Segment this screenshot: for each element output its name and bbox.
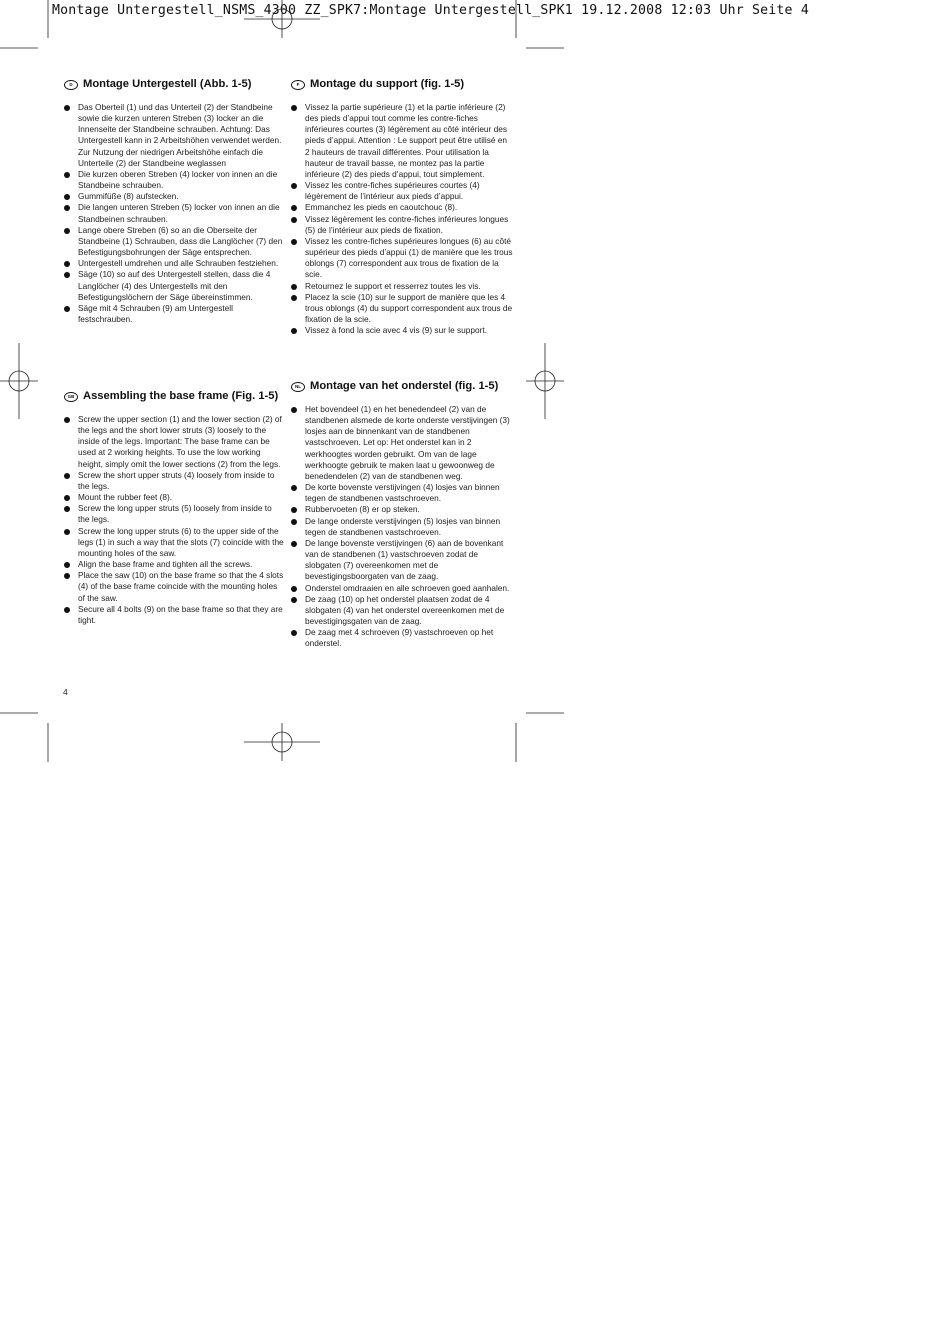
registration-mark-right — [526, 343, 564, 419]
list-item: Screw the long upper struts (6) to the upper side of the legs (1) in such a way that the slots (7) coincide with the mounting holes of the saw. — [64, 526, 284, 559]
list-item: De zaag (10) op het onderstel plaatsen zodat de 4 slobgaten (4) van het onderstel overeenkomen met de bevestigingsgaten van de zaag. — [291, 594, 513, 627]
list-item: Lange obere Streben (6) so an die Oberseite der Standbeine (1) Schrauben, dass die Langlöcher (7) den Befestigungsbohrungen der Säge entsprechen. — [64, 225, 284, 258]
section-heading — [291, 78, 513, 90]
instruction-list — [64, 414, 284, 626]
section-title: Assembling the base frame (Fig. 1-5) — [83, 390, 279, 402]
list-item: Das Oberteil (1) und das Unterteil (2) der Standbeine sowie die kurzen unteren Streben (3) locker an die Innenseite der Standbeine schrauben. Achtung: Das Untergestell kann in 2 Arbeitshöhen verwendet werden. Zur Nutzung der niedrigen Arbeitshöhe einfach die Unterteile (2) der Standbeine weglassen — [64, 102, 284, 169]
list-item: Vissez les contre-fiches supérieures longues (6) au côté supérieur des pieds d’appui (1) de manière que les trous oblongs (7) correspondent aux trous de fixation de la scie. — [291, 236, 513, 281]
list-item: Untergestell umdrehen und alle Schrauben festziehen. — [64, 258, 284, 269]
list-item: Vissez les contre-fiches supérieures courtes (4) légèrement de l’intérieur aux pieds d’appui. — [291, 180, 513, 202]
list-item: Screw the upper section (1) and the lower section (2) of the legs and the short lower struts (3) loosely to the inside of the legs. Important: The base frame can be used at 2 working heights. To use the low working height, simply omit the lower sections (2) from the legs. — [64, 414, 284, 470]
language-badge-icon: NL — [291, 382, 305, 392]
list-item: Het bovendeel (1) en het benedendeel (2) van de standbenen alsmede de korte onderste verstijvingen (3) losjes aan de binnenkant van de standbenen vastschroeven. Let op: Het onderstel kan in 2 werkhoogtes worden gebruikt. Om van de lage werkhoogte gebruik te maken laat u gewoonweg de benedendelen (2) van de standbenen weg. — [291, 404, 513, 482]
list-item: Säge (10) so auf des Untergestell stellen, dass die 4 Langlöcher (4) des Untergestells mit den Befestigungslöchern der Säge übereinstimmen. — [64, 269, 284, 302]
list-item: Placez la scie (10) sur le support de manière que les 4 trous oblongs (4) du support correspondent aux trous de fixation de la scie. — [291, 292, 513, 325]
language-badge-icon: GB — [64, 392, 78, 402]
list-item: Mount the rubber feet (8). — [64, 492, 284, 503]
list-item: Vissez légèrement les contre-fiches inférieures longues (5) de l’intérieur aux pieds de fixation. — [291, 214, 513, 236]
section-heading — [64, 390, 284, 402]
section-title: Montage du support (fig. 1-5) — [310, 78, 465, 90]
list-item: Säge mit 4 Schrauben (9) am Untergestell festschrauben. — [64, 303, 284, 325]
list-item: Vissez à fond la scie avec 4 vis (9) sur le support. — [291, 325, 513, 336]
section-title: Montage Untergestell (Abb. 1-5) — [83, 78, 252, 90]
instruction-list — [64, 102, 284, 325]
list-item: Retournez le support et resserrez toutes les vis. — [291, 281, 513, 292]
language-badge-icon: F — [291, 80, 305, 90]
print-slug-line: Montage Untergestell_NSMS_4300 ZZ_SPK7:Montage Untergestell_SPK1 19.12.2008 12:03 Uhr Seite 4 — [52, 3, 809, 18]
list-item: Rubbervoeten (8) er op steken. — [291, 504, 513, 515]
instruction-list — [291, 404, 513, 649]
page-number: 4 — [63, 687, 68, 697]
section-heading — [64, 78, 284, 90]
list-item: Emmanchez les pieds en caoutchouc (8). — [291, 202, 513, 213]
section-heading — [291, 380, 513, 392]
instruction-list — [291, 102, 513, 336]
list-item: De lange bovenste verstijvingen (6) aan de bovenkant van de standbenen (1) vastschroeven zodat de slobgaten (7) overeenkomen met de bevestigingsboorgaten van de zaag. — [291, 538, 513, 583]
list-item: De korte bovenste verstijvingen (4) losjes van binnen tegen de standbenen vastschroeven. — [291, 482, 513, 504]
section-french — [291, 78, 513, 336]
section-english — [64, 390, 284, 626]
list-item: De zaag met 4 schroeven (9) vastschroeven op het onderstel. — [291, 627, 513, 649]
list-item: Die langen unteren Streben (5) locker von innen an die Standbeinen schrauben. — [64, 202, 284, 224]
list-item: Secure all 4 bolts (9) on the base frame so that they are tight. — [64, 604, 284, 626]
registration-mark-bottom — [244, 723, 320, 761]
registration-mark-top — [244, 0, 320, 38]
section-title: Montage van het onderstel (fig. 1-5) — [310, 380, 499, 392]
section-dutch — [291, 380, 513, 649]
list-item: Align the base frame and tighten all the screws. — [64, 559, 284, 570]
list-item: Onderstel omdraaien en alle schroeven goed aanhalen. — [291, 583, 513, 594]
list-item: Gummifüße (8) aufstecken. — [64, 191, 284, 202]
list-item: Place the saw (10) on the base frame so that the 4 slots (4) of the base frame coincide with the mounting holes of the saw. — [64, 570, 284, 603]
section-german — [64, 78, 284, 325]
registration-mark-left — [0, 343, 38, 419]
list-item: Screw the short upper struts (4) loosely from inside to the legs. — [64, 470, 284, 492]
list-item: De lange onderste verstijvingen (5) losjes van binnen tegen de standbenen vastschroeven. — [291, 516, 513, 538]
list-item: Vissez la partie supérieure (1) et la partie inférieure (2) des pieds d’appui tout comme les contre-fiches inférieures courtes (3) légèrement au côté intérieur des pieds d’appui. Attention : Le support peut être utilisé en 2 hauteurs de travail différentes. Pour utilisation la hauteur de travail basse, ne montez pas la partie inférieure (2) des pieds d’appui, tout simplement. — [291, 102, 513, 180]
list-item: Screw the long upper struts (5) loosely from inside to the legs. — [64, 503, 284, 525]
language-badge-icon: D — [64, 80, 78, 90]
list-item: Die kurzen oberen Streben (4) locker von innen an die Standbeine schrauben. — [64, 169, 284, 191]
